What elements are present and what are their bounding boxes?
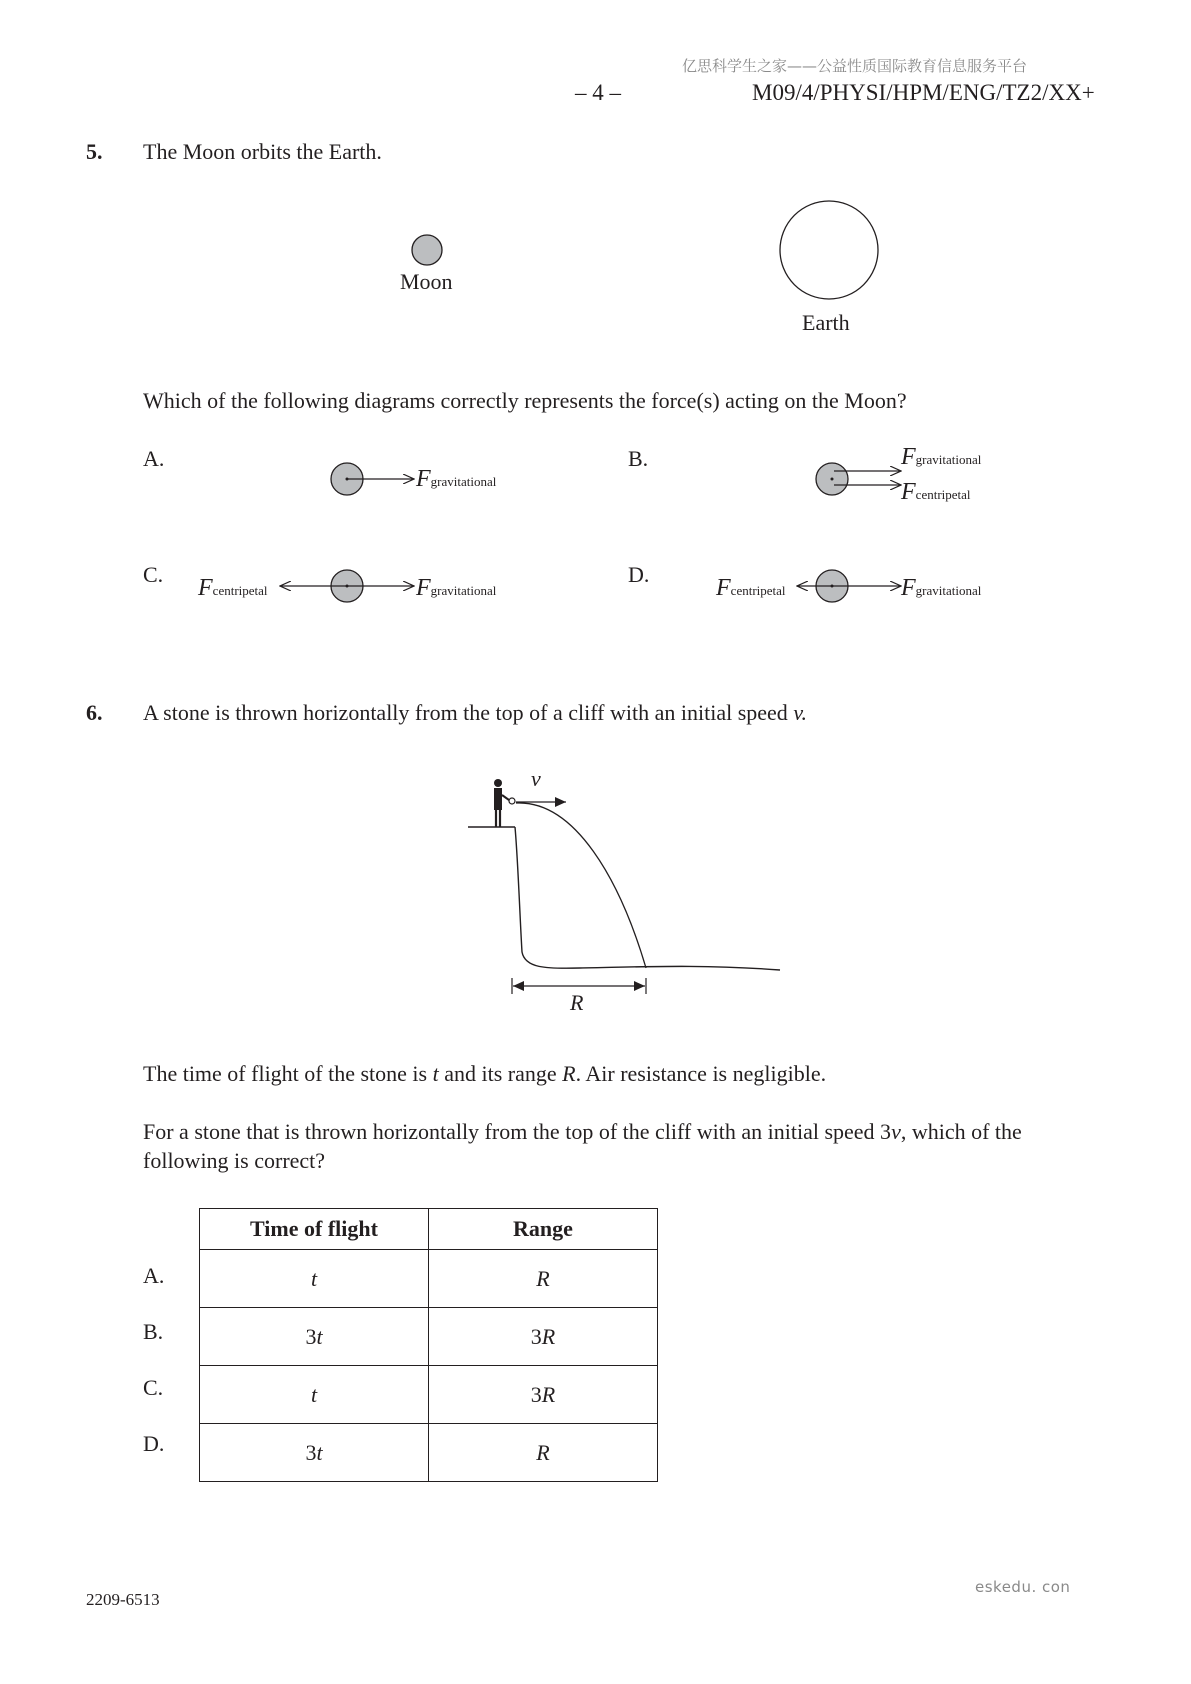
range-label: R <box>570 990 584 1015</box>
stem-variable: v. <box>793 700 807 725</box>
q5-option-c-letter: C. <box>143 562 164 587</box>
force-subscript: gravitational <box>430 583 497 598</box>
force-subscript: gravitational <box>430 474 497 489</box>
earth-label: Earth <box>802 310 850 335</box>
paper-code: M09/4/PHYSI/HPM/ENG/TZ2/XX+ <box>752 80 1095 105</box>
stem-text: A stone is thrown horizontally from the top of a cliff with an initial speed <box>143 700 794 725</box>
force-subscript: gravitational <box>915 583 982 598</box>
force-symbol: F <box>901 575 916 601</box>
var: t <box>316 1323 323 1349</box>
cell-range <box>429 1250 658 1308</box>
force-subscript: centripetal <box>915 487 971 502</box>
var-v: v <box>891 1119 901 1144</box>
question-5-prompt: Which of the following diagrams correctly represents the force(s) acting on the Moon? <box>143 388 907 413</box>
cell-range <box>429 1424 658 1482</box>
page-number: – 4 – <box>575 80 621 105</box>
cell-range <box>429 1308 658 1366</box>
row-label-b: B. <box>143 1319 164 1344</box>
var: t <box>310 1381 318 1407</box>
footer-site: eskedu. con <box>975 1578 1071 1596</box>
question-6-line-1 <box>143 1061 826 1087</box>
table-row <box>200 1424 658 1482</box>
var: R <box>536 1265 550 1291</box>
person-figure <box>494 779 509 827</box>
cell-time <box>200 1366 429 1424</box>
line-text: The time of flight of the stone is <box>143 1061 433 1086</box>
var: R <box>536 1439 550 1465</box>
force-symbol: F <box>716 575 731 601</box>
var-r: R <box>562 1061 576 1086</box>
var: R <box>541 1323 556 1349</box>
question-5-stem: The Moon orbits the Earth. <box>143 139 382 164</box>
q5-option-d-letter: D. <box>628 562 650 587</box>
table-row <box>200 1250 658 1308</box>
line-text: For a stone that is thrown horizontally from the top of the cliff with an initial speed 3 <box>143 1119 892 1144</box>
var: R <box>541 1381 556 1407</box>
line-text: , which of the <box>900 1119 1022 1144</box>
footer-code: 2209-6513 <box>86 1590 160 1609</box>
var: t <box>310 1265 318 1291</box>
cliff-face-ground <box>515 827 780 970</box>
q5-option-a-letter: A. <box>143 446 165 471</box>
coef: 3 <box>305 1439 317 1465</box>
stone <box>509 798 515 804</box>
velocity-label: v <box>531 766 541 791</box>
header-time-of-flight: Time of flight <box>200 1209 429 1250</box>
q5-option-b-letter: B. <box>628 446 649 471</box>
row-label-d: D. <box>143 1431 165 1456</box>
force-symbol: F <box>901 479 916 505</box>
var: t <box>316 1439 323 1465</box>
force-subscript: centripetal <box>730 583 786 598</box>
cell-time <box>200 1250 429 1308</box>
force-symbol: F <box>198 575 213 601</box>
question-5-number: 5. <box>86 139 103 164</box>
line-text: . Air resistance is negligible. <box>575 1061 827 1086</box>
coef: 3 <box>530 1323 542 1349</box>
force-symbol: F <box>416 575 431 601</box>
force-subscript: gravitational <box>915 452 982 467</box>
table-header-row <box>200 1209 658 1250</box>
trajectory <box>516 803 646 968</box>
coef: 3 <box>530 1381 542 1407</box>
question-6-line-2 <box>143 1119 1022 1145</box>
force-subscript: centripetal <box>212 583 268 598</box>
question-6-number: 6. <box>86 700 103 725</box>
watermark-text: 亿思科学生之家——公益性质国际教育信息服务平台 <box>682 57 1028 75</box>
question-6-line-3: following is correct? <box>143 1148 326 1173</box>
row-label-c: C. <box>143 1375 164 1400</box>
answer-table <box>199 1208 658 1482</box>
moon-label: Moon <box>400 269 453 294</box>
var-t: t <box>432 1061 439 1086</box>
row-label-a: A. <box>143 1263 165 1288</box>
coef: 3 <box>305 1323 317 1349</box>
line-text: and its range <box>438 1061 563 1086</box>
force-symbol: F <box>901 444 916 470</box>
force-symbol: F <box>416 466 431 492</box>
cell-range <box>429 1366 658 1424</box>
cell-time <box>200 1424 429 1482</box>
table-row <box>200 1366 658 1424</box>
cell-time <box>200 1308 429 1366</box>
table-row <box>200 1308 658 1366</box>
header-range: Range <box>429 1209 658 1250</box>
